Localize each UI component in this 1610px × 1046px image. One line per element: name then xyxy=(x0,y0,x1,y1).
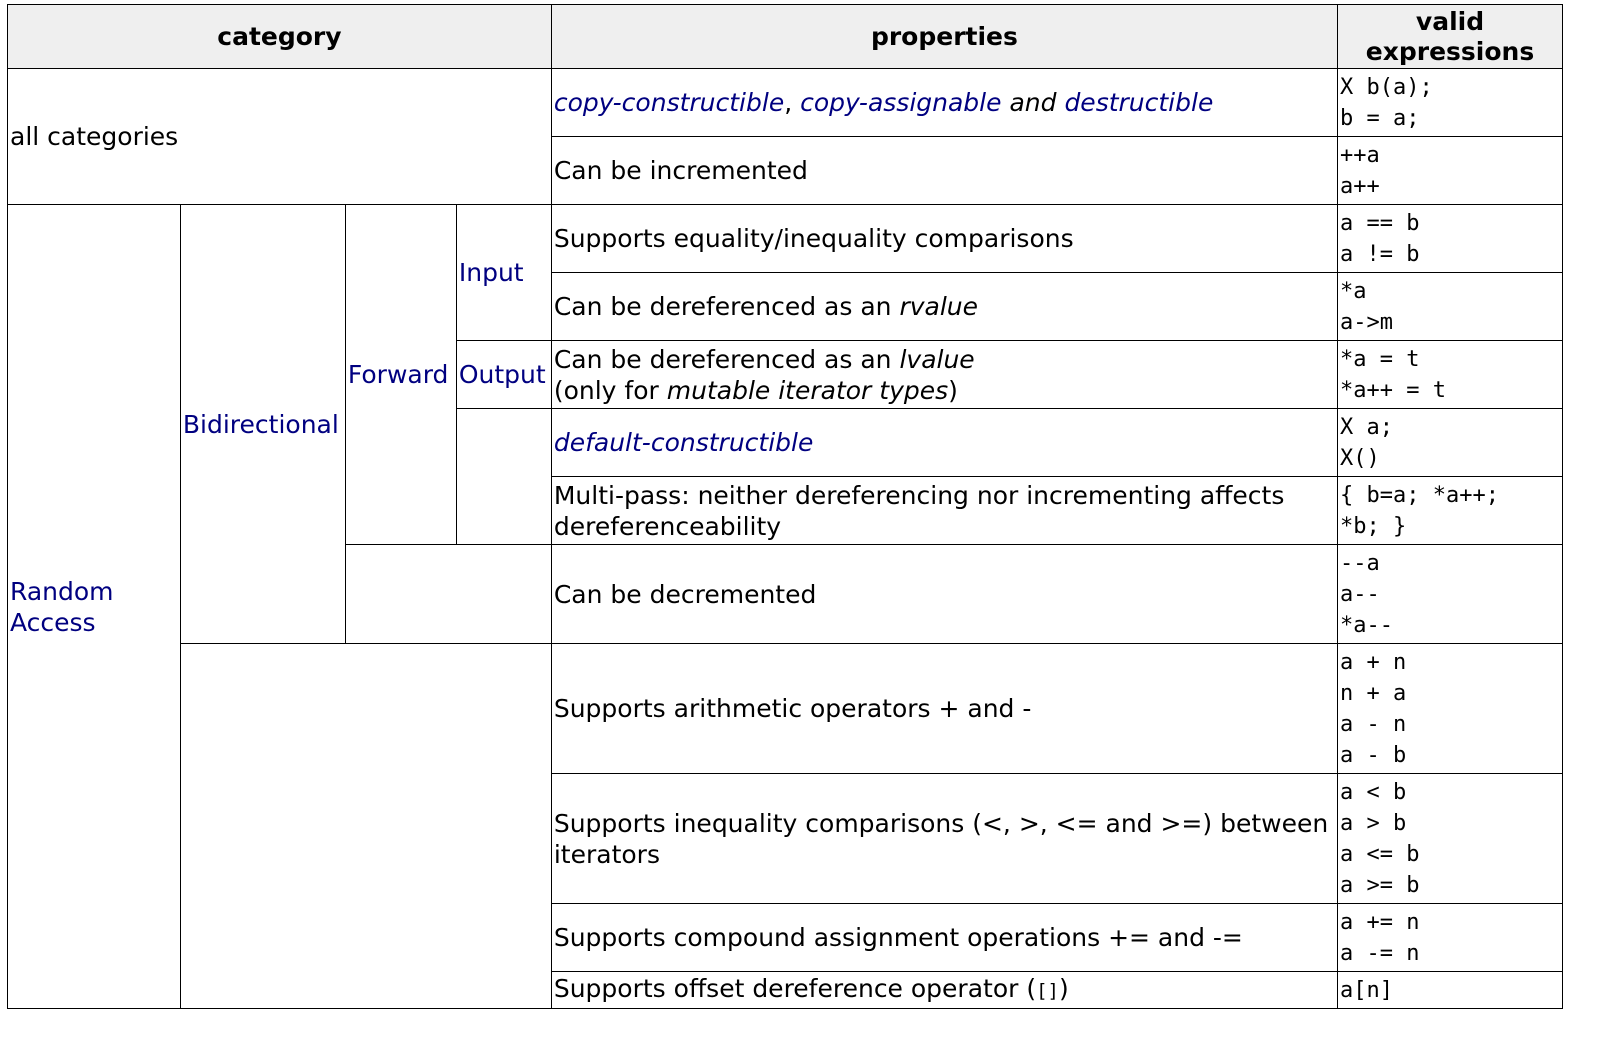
expression: a - b xyxy=(1340,742,1407,768)
expression-cell xyxy=(1338,774,1563,904)
table-row xyxy=(8,644,1563,774)
property-cell xyxy=(551,774,1337,904)
expression-cell xyxy=(1338,273,1563,341)
property-text: Multi-pass: neither dereferencing nor incrementing affects xyxy=(553,480,1285,510)
property-cell xyxy=(551,972,1337,1009)
property-cell xyxy=(551,477,1337,545)
expression: ++a xyxy=(1340,142,1380,168)
category-input[interactable]: Input xyxy=(456,205,551,341)
expression: a-- xyxy=(1340,581,1380,607)
header-valid-expressions xyxy=(1338,5,1563,69)
expression: a <= b xyxy=(1340,841,1420,867)
property-text: ) xyxy=(1059,974,1069,1003)
property-emphasis: mutable iterator types xyxy=(666,375,949,405)
expression: *a-- xyxy=(1340,612,1393,638)
expression: a + n xyxy=(1340,649,1407,675)
header-valid-line2: expressions xyxy=(1365,36,1535,66)
expression: a < b xyxy=(1340,779,1407,805)
table-row xyxy=(8,205,1563,273)
property-text: ) xyxy=(948,375,958,405)
header-category: category xyxy=(8,5,552,69)
copy-assignable-link[interactable]: copy-assignable xyxy=(800,88,1002,117)
iterator-categories-table xyxy=(7,4,1563,1009)
property-text: (only for xyxy=(553,375,667,405)
expression: *a xyxy=(1340,278,1367,304)
expression-cell xyxy=(1338,341,1563,409)
expression: a[n] xyxy=(1340,977,1393,1003)
expression-cell xyxy=(1338,137,1563,205)
category-bidirectional[interactable]: Bidirectional xyxy=(180,205,345,644)
property-text: iterators xyxy=(553,839,660,869)
expression: X() xyxy=(1340,445,1380,471)
category-output[interactable]: Output xyxy=(456,341,551,409)
copy-constructible-link[interactable]: copy-constructible xyxy=(553,88,785,117)
property-cell: Supports arithmetic operators + and - xyxy=(551,644,1337,774)
random-access-line1[interactable]: Random xyxy=(10,576,114,606)
property-text: Can be dereferenced as an xyxy=(553,292,900,321)
expression: --a xyxy=(1340,550,1380,576)
expression: X b(a); xyxy=(1340,74,1433,100)
expression: a++ xyxy=(1340,173,1380,199)
default-constructible-link[interactable]: default-constructible xyxy=(553,428,814,457)
property-cell xyxy=(551,341,1337,409)
expression: a == b xyxy=(1340,210,1420,236)
expression: *b; } xyxy=(1340,513,1407,539)
expression-cell xyxy=(1338,477,1563,545)
property-cell xyxy=(551,69,1337,137)
property-cell xyxy=(551,409,1337,477)
property-cell: Supports compound assignment operations += and -= xyxy=(551,904,1337,972)
expression-cell xyxy=(1338,205,1563,273)
empty-category-cell xyxy=(345,545,551,644)
property-text: Can be dereferenced as an xyxy=(553,344,900,374)
empty-category-cell xyxy=(180,644,551,1009)
property-emphasis: lvalue xyxy=(899,344,975,374)
expression: { b=a; *a++; xyxy=(1340,482,1499,508)
expression: n + a xyxy=(1340,680,1407,706)
destructible-link[interactable]: destructible xyxy=(1064,88,1214,117)
property-code: [] xyxy=(1036,980,1059,1002)
header-row xyxy=(8,5,1563,69)
header-properties: properties xyxy=(551,5,1337,69)
header-valid-line1: valid xyxy=(1415,6,1485,36)
property-text: dereferenceability xyxy=(553,511,782,541)
category-random-access[interactable] xyxy=(8,205,181,1009)
property-emphasis: rvalue xyxy=(899,292,979,321)
expression-cell xyxy=(1338,972,1563,1009)
table-row xyxy=(8,69,1563,137)
property-text: Supports inequality comparisons (<, >, <= and >=) between xyxy=(553,808,1329,838)
expression-cell xyxy=(1338,644,1563,774)
property-cell: Can be incremented xyxy=(551,137,1337,205)
expression: a += n xyxy=(1340,909,1420,935)
expression-cell xyxy=(1338,69,1563,137)
category-all: all categories xyxy=(8,69,552,205)
random-access-line2[interactable]: Access xyxy=(10,607,96,637)
expression-cell xyxy=(1338,545,1563,644)
expression: b = a; xyxy=(1340,105,1420,131)
category-forward[interactable]: Forward xyxy=(345,205,456,545)
expression-cell xyxy=(1338,904,1563,972)
expression: a >= b xyxy=(1340,872,1420,898)
expression-cell xyxy=(1338,409,1563,477)
property-cell: Can be decremented xyxy=(551,545,1337,644)
expression: X a; xyxy=(1340,414,1393,440)
expression: *a++ = t xyxy=(1340,377,1446,403)
empty-category-cell xyxy=(456,409,551,545)
expression: a > b xyxy=(1340,810,1407,836)
expression: a->m xyxy=(1340,309,1393,335)
expression: a -= n xyxy=(1340,940,1420,966)
expression: *a = t xyxy=(1340,346,1420,372)
property-cell: Supports equality/inequality comparisons xyxy=(551,205,1337,273)
expression: a != b xyxy=(1340,241,1420,267)
property-text: and xyxy=(1001,88,1065,117)
expression: a - n xyxy=(1340,711,1407,737)
property-text: , xyxy=(784,88,801,117)
property-cell xyxy=(551,273,1337,341)
property-text: Supports offset dereference operator ( xyxy=(553,974,1037,1003)
